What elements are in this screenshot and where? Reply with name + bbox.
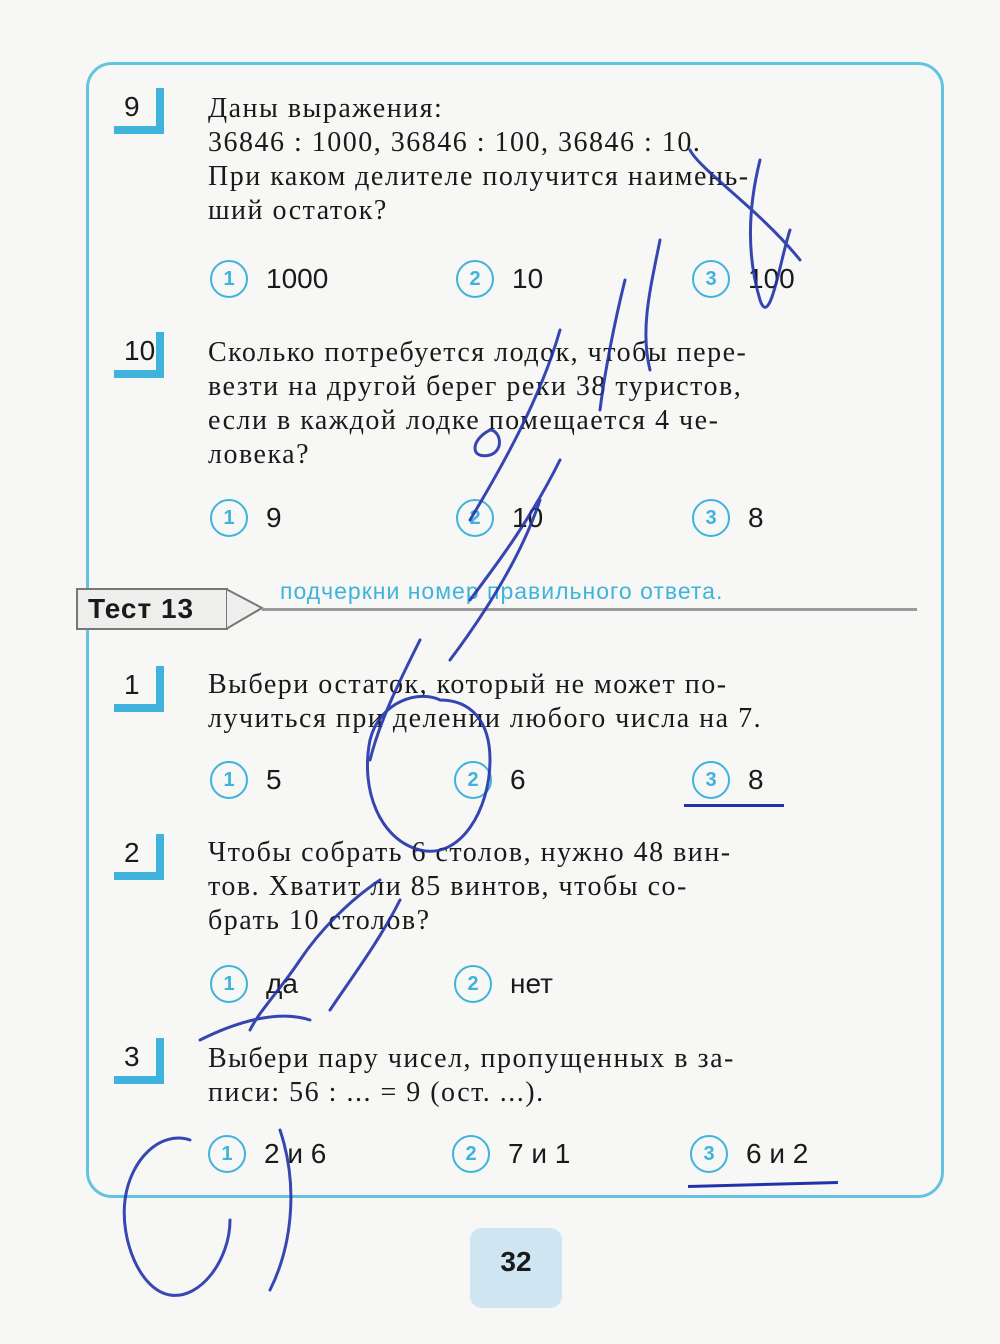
test-question-1-option-1[interactable]: [210, 760, 282, 800]
question-number-9: 9: [114, 88, 164, 134]
option-number-circle: 1: [210, 260, 248, 298]
question-10-text: [208, 336, 923, 472]
option-text: 6 и 2: [746, 1138, 809, 1169]
pencil-tip-icon: [226, 588, 266, 630]
option-number-circle: 3: [692, 499, 730, 537]
option-number-circle: 2: [452, 1135, 490, 1173]
option-text: 10: [512, 263, 544, 294]
test-label: Тест 13: [76, 588, 228, 630]
option-text: 9: [266, 502, 282, 533]
answer-underline: [684, 804, 784, 807]
test-question-2-line-1: Чтобы собрать 6 столов, нужно 48 вин-: [208, 837, 732, 868]
question-9-text: [208, 92, 923, 228]
question-9-option-3[interactable]: [692, 259, 795, 299]
question-10-line-3: если в каждой лодке помещается 4 че-: [208, 405, 720, 436]
option-text: 6: [510, 764, 526, 795]
option-text: 7 и 1: [508, 1138, 571, 1169]
question-10-line-1: Сколько потребуется лодок, чтобы пере-: [208, 337, 748, 368]
question-10-line-4: ловека?: [208, 439, 310, 470]
test-question-3-option-2[interactable]: [452, 1134, 570, 1174]
test-question-3-option-3[interactable]: [690, 1134, 808, 1174]
question-10-option-1[interactable]: [210, 498, 282, 538]
question-9-line-1: Даны выражения:: [208, 93, 444, 124]
page-number: 32: [500, 1246, 532, 1277]
option-number-circle: 2: [454, 965, 492, 1003]
option-text: 8: [748, 764, 764, 795]
option-number-circle: 1: [210, 965, 248, 1003]
question-10-option-3[interactable]: [692, 498, 764, 538]
question-9-line-3: При каком делителе получится наимень-: [208, 161, 750, 192]
option-number-circle: 3: [692, 761, 730, 799]
option-number-circle: 1: [210, 761, 248, 799]
test-question-1-text: [208, 668, 923, 736]
question-9-line-4: ший остаток?: [208, 195, 388, 226]
test-divider: [262, 608, 917, 611]
question-9-option-2[interactable]: [456, 259, 543, 299]
test-question-2-text: [208, 836, 923, 938]
option-number-circle: 2: [456, 260, 494, 298]
option-number-circle: 1: [208, 1135, 246, 1173]
question-9-line-2: 36846 : 1000, 36846 : 100, 36846 : 10.: [208, 127, 702, 158]
option-text: 8: [748, 502, 764, 533]
test-question-number-1: 1: [114, 666, 164, 712]
option-number-circle: 3: [692, 260, 730, 298]
content-frame: [86, 62, 944, 1198]
test-question-2-line-3: брать 10 столов?: [208, 905, 431, 936]
option-text: 1000: [266, 263, 329, 294]
option-number-circle: 1: [210, 499, 248, 537]
test-question-number-2: 2: [114, 834, 164, 880]
test-instruction: подчеркни номер правильного ответа.: [280, 578, 724, 604]
option-text: да: [266, 968, 298, 999]
question-number-10: 10: [114, 332, 164, 378]
question-9-option-1[interactable]: [210, 259, 328, 299]
option-number-circle: 2: [456, 499, 494, 537]
question-10-line-2: везти на другой берег реки 38 туристов,: [208, 371, 743, 402]
test-question-3-text: [208, 1042, 923, 1110]
test-question-3-option-1[interactable]: [208, 1134, 326, 1174]
question-10-option-2[interactable]: [456, 498, 543, 538]
test-question-1-line-1: Выбери остаток, который не может по-: [208, 669, 728, 700]
option-text: 100: [748, 263, 795, 294]
test-question-number-3: 3: [114, 1038, 164, 1084]
option-number-circle: 3: [690, 1135, 728, 1173]
option-text: 5: [266, 764, 282, 795]
test-question-3-line-2: писи: 56 : ... = 9 (ост. ...).: [208, 1077, 545, 1108]
test-question-2-option-1[interactable]: [210, 964, 298, 1004]
option-text: нет: [510, 968, 553, 999]
option-text: 2 и 6: [264, 1138, 327, 1169]
option-text: 10: [512, 502, 544, 533]
test-question-1-option-2[interactable]: [454, 760, 526, 800]
test-question-1-line-2: лучиться при делении любого числа на 7.: [208, 703, 763, 734]
test-question-1-option-3[interactable]: [692, 760, 764, 800]
test-question-2-option-2[interactable]: [454, 964, 553, 1004]
test-question-3-line-1: Выбери пару чисел, пропущенных в за-: [208, 1043, 735, 1074]
option-number-circle: 2: [454, 761, 492, 799]
test-question-2-line-2: тов. Хватит ли 85 винтов, чтобы со-: [208, 871, 688, 902]
